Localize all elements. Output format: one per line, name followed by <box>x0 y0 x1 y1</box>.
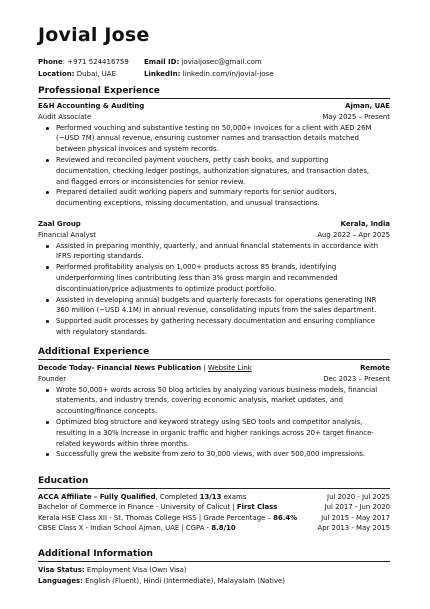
job-location: Remote <box>360 364 390 372</box>
section-divider <box>38 98 390 99</box>
qualification-highlight: 8.8/10 <box>211 524 236 533</box>
qualification-text: exams <box>221 493 247 501</box>
education-row <box>38 523 390 533</box>
section-divider <box>38 359 390 360</box>
bullet-line: (~USD 7M) annual revenue, ensuring customer names and transaction details matched <box>56 134 359 143</box>
education-dates: Jul 2020 - Jul 2025 <box>327 493 390 501</box>
bullet-item <box>38 385 390 417</box>
bullet-line: IFRS reporting standards. <box>56 252 144 261</box>
website-link[interactable]: Website Link <box>207 364 252 372</box>
bullet-item <box>38 262 390 294</box>
bullet-line: Performed vouching and substantive testing on 50,000+ invoices for a client with AED 26M <box>56 123 372 132</box>
job-header <box>38 219 390 230</box>
job-subheader <box>38 374 390 385</box>
job-decode-today <box>38 363 390 460</box>
languages-value: English (Fluent), Hindi (Intermediate), Malayalam (Native) <box>85 576 285 585</box>
bullet-line: Supported audit processes by gathering necessary documentation and ensuring compliance <box>56 317 375 326</box>
email-value[interactable]: jovialjosec@gmail.com <box>181 58 262 66</box>
job-header <box>38 363 390 374</box>
bullet-line: 360 million (~USD 4.1M) in annual revenue, consolidating inputs from the sales department. <box>56 306 377 315</box>
contact-block <box>38 56 274 80</box>
job-subheader <box>38 230 390 241</box>
bullet-line: Performed profitability analysis on 1,000+ products across 85 brands, identifying <box>56 263 337 272</box>
company-name: E&H Accounting & Auditing <box>38 102 145 110</box>
bullet-line: between physical invoices and system records. <box>56 145 219 154</box>
bullet-line: Reviewed and reconciled payment vouchers, petty cash books, and supporting <box>56 155 329 164</box>
location-value: Dubai, UAE <box>76 70 117 78</box>
linkedin-value[interactable]: linkedin.com/in/jovial-jose <box>182 70 274 78</box>
qualification-highlight: 86.4% <box>273 513 298 522</box>
education-row <box>38 502 390 512</box>
bullet-line: discontinuation/price adjustments to optimize product portfolio. <box>56 284 277 293</box>
bullet-line: statements, and industry trends, covering economic analysis, market updates, and <box>56 396 343 405</box>
job-role: Financial Analyst <box>38 230 96 239</box>
job-subheader <box>38 112 390 123</box>
phone-label: Phone <box>38 58 63 66</box>
bullet-line: documentation, checking ledger postings, authorization signatures, and transaction dates, <box>56 166 370 175</box>
job-zaal <box>38 219 390 338</box>
bullet-item <box>38 187 390 209</box>
contact-column-right <box>144 56 274 80</box>
education-dates: Apr 2013 - May 2015 <box>317 524 390 533</box>
bullet-item <box>38 241 390 263</box>
languages-row <box>38 576 390 587</box>
bullet-line: resulting in a 30% increase in organic traffic and higher rankings across 20+ target finance- <box>56 428 374 437</box>
job-location: Kerala, India <box>340 220 390 228</box>
company-name: Decode Today- Financial News Publication <box>38 364 202 372</box>
visa-row <box>38 565 390 576</box>
section-divider <box>38 488 390 489</box>
linkedin-label: LinkedIn: <box>144 70 181 78</box>
qualification-highlight: First Class <box>236 503 278 512</box>
section-title-additional-experience: Additional Experience <box>38 347 150 357</box>
location-row <box>38 68 129 80</box>
education-row <box>38 492 390 502</box>
education-row <box>38 513 390 523</box>
job-dates: Dec 2023 – Present <box>323 374 390 383</box>
job-eh <box>38 101 390 209</box>
qualification-text: Bachelor of Commerce in Finance - University of Calicut | <box>38 503 237 512</box>
bullet-line: related keywords within three months. <box>56 439 189 448</box>
job-role: Audit Associate <box>38 112 92 121</box>
bullet-item <box>38 316 390 338</box>
location-label: Location: <box>38 70 75 78</box>
visa-label: Visa Status: <box>38 566 85 574</box>
bullet-line: underperforming lines contributing less than 3% gross margin and recommended <box>56 273 338 282</box>
bullet-line: Assisted in preparing monthly, quarterly, and annual financial statements in accordance with <box>56 241 379 250</box>
qualification-text: Kerala HSE Class XII - St. Thomas College HSS | Grade Percentage – <box>38 513 274 522</box>
education-dates: Jul 2015 - May 2017 <box>321 513 390 522</box>
phone-row: Phone: +971 524416759 <box>38 58 129 66</box>
company-name: Zaal Group <box>38 220 81 228</box>
bullet-line: Assisted in developing annual budgets and quarterly forecasts for operations generating INR <box>56 295 377 304</box>
education-dates: Jul 2017 - Jun 2020 <box>324 503 390 512</box>
bullet-line: with regulatory standards. <box>56 327 147 336</box>
qualification-highlight: 13/13 <box>199 493 222 501</box>
linkedin-row <box>144 68 274 80</box>
qualification-text: CBSE Class X - Indian School Ajman, UAE | CGPA - <box>38 524 212 533</box>
education-list <box>38 492 390 534</box>
job-dates: Aug 2022 – Apr 2025 <box>317 230 390 239</box>
bullet-item <box>38 295 390 317</box>
bullet-item <box>38 155 390 187</box>
phone-value[interactable]: +971 524416759 <box>67 58 129 66</box>
additional-info-list <box>38 565 390 587</box>
section-title-additional-information: Additional Information <box>38 549 153 559</box>
bullet-line: documenting exceptions, missing documentation, and unusual transactions. <box>56 199 320 208</box>
visa-value: Employment Visa (Own Visa) <box>86 566 187 574</box>
bullet-line: Prepared detailed audit working papers and summary reports for senior auditors, <box>56 188 337 197</box>
bullet-item <box>38 123 390 155</box>
bullet-line: Successfully grew the website from zero to 30,000 views, with over 500,000 impressions. <box>56 450 365 459</box>
job-bullets <box>38 123 390 209</box>
job-header <box>38 101 390 112</box>
section-divider <box>38 561 390 562</box>
job-dates: May 2025 – Present <box>322 112 390 121</box>
bullet-line: accounting/finance concepts. <box>56 407 158 416</box>
languages-label: Languages: <box>38 576 83 585</box>
section-title-professional: Professional Experience <box>38 86 160 96</box>
bullet-line: Optimized blog structure and keyword strategy using SEO tools and competitor analysis, <box>56 417 363 426</box>
bullet-line: and flagged errors or inconsistencies for senior review. <box>56 177 246 186</box>
bullet-item <box>38 449 390 460</box>
section-title-education: Education <box>38 476 89 486</box>
job-bullets <box>38 385 390 461</box>
candidate-name: Jovial Jose <box>38 24 150 46</box>
job-bullets <box>38 241 390 338</box>
bullet-item <box>38 417 390 449</box>
job-role: Founder <box>38 374 67 383</box>
separator: | <box>203 364 206 372</box>
bullet-line: Wrote 50,000+ words across 50 blog articles by analyzing various business models, financial <box>56 385 378 394</box>
qualification-text: , Completed <box>155 493 200 501</box>
email-row <box>144 56 274 68</box>
qualification-name: ACCA Affiliate – Fully Qualified <box>38 493 156 501</box>
job-location: Ajman, UAE <box>345 102 390 110</box>
email-label: Email ID: <box>144 58 180 66</box>
